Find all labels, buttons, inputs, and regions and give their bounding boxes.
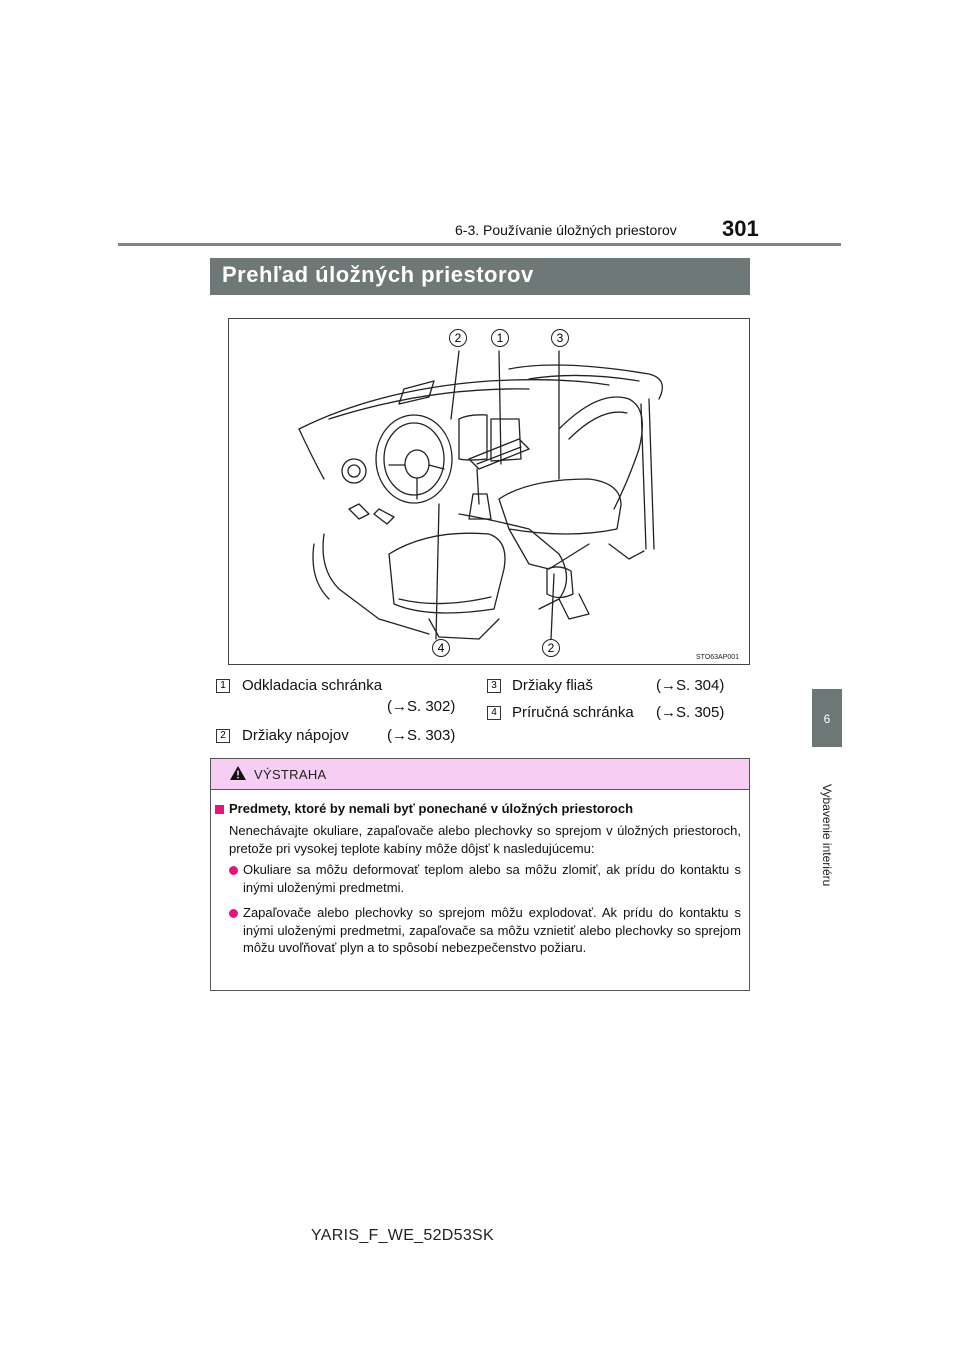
legend-number: 3 bbox=[487, 679, 501, 693]
section-heading: 6-3. Používanie úložných priestorov bbox=[455, 222, 677, 238]
figure-code: STO63AP001 bbox=[696, 654, 740, 661]
section-bullet-icon bbox=[215, 805, 224, 814]
list-bullet-icon bbox=[229, 866, 238, 875]
page-number: 301 bbox=[722, 216, 759, 241]
legend-ref: (→S. 303) bbox=[387, 727, 456, 744]
legend-number: 2 bbox=[216, 729, 230, 743]
chapter-tab-number: 6 bbox=[823, 712, 831, 726]
document-code: YARIS_F_WE_52D53SK bbox=[311, 1227, 494, 1244]
header-divider bbox=[118, 243, 841, 246]
legend-number: 4 bbox=[487, 706, 501, 720]
legend-label: Držiaky fliaš bbox=[512, 677, 593, 694]
callout-4: 4 bbox=[432, 639, 450, 657]
warning-item: Okuliare sa môžu deformovať teplom alebo sa môžu zlomiť, ak prídu do kontaktu s inými uloženými predmetmi. bbox=[243, 862, 741, 895]
interior-illustration bbox=[228, 318, 750, 665]
legend-ref: (→S. 304) bbox=[656, 677, 725, 694]
legend-ref: (→S. 305) bbox=[656, 704, 725, 721]
warning-intro: Nenechávajte okuliare, zapaľovače alebo plechovky so sprejom v úložných priestoroch, pretože pri vysokej teplote kabíny môže dôjsť k nasledujúcemu: bbox=[229, 823, 741, 856]
callout-3: 3 bbox=[551, 329, 569, 347]
callout-1: 1 bbox=[491, 329, 509, 347]
legend-ref: (→S. 302) bbox=[387, 698, 456, 715]
legend-label: Držiaky nápojov bbox=[242, 727, 349, 744]
chapter-tab-label: Vybavenie interiéru bbox=[820, 784, 834, 887]
warning-title: VÝSTRAHA bbox=[254, 767, 327, 782]
warning-item: Zapaľovače alebo plechovky so sprejom môžu explodovať. Ak prídu do kontaktu s inými uloženými predmetmi, zapaľovače sa môžu vznietiť alebo plechovky so sprejom môžu uvoľňovať plyn a to spôsobí nebezpečenstvo požiaru. bbox=[243, 905, 741, 955]
callout-2-bottom: 2 bbox=[542, 639, 560, 657]
page-title: Prehľad úložných priestorov bbox=[222, 262, 534, 287]
car-interior-drawing bbox=[229, 319, 749, 664]
callout-2-top: 2 bbox=[449, 329, 467, 347]
legend-label: Príručná schránka bbox=[512, 704, 634, 721]
warning-subtitle: Predmety, ktoré by nemali byť ponechané v úložných priestoroch bbox=[229, 801, 634, 816]
legend-number: 1 bbox=[216, 679, 230, 693]
legend-label: Odkladacia schránka bbox=[242, 677, 383, 694]
list-bullet-icon bbox=[229, 909, 238, 918]
warning-triangle-icon bbox=[229, 765, 247, 781]
